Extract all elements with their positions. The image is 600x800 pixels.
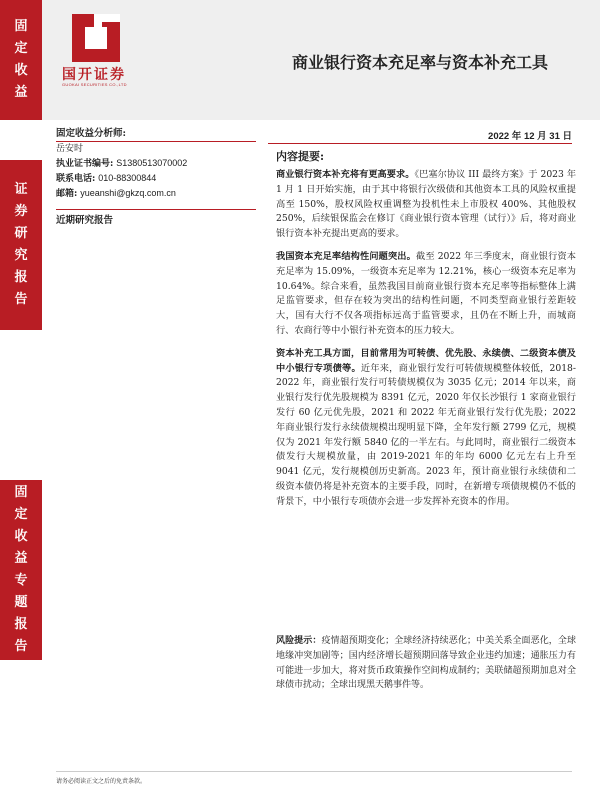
sidebar-char: 收: [14, 63, 28, 78]
paragraph: [276, 168, 576, 242]
sidebar-char: 益: [14, 551, 28, 566]
phone-label: 联系电话:: [56, 174, 96, 184]
paragraph-text: 截至 2022 年三季度末，商业银行资本充足率为 15.09%，一级资本充足率为 12.21%，核心一级资本充足率为 10.64%。综合来看，虽然我国目前商业银行资本充足率等指标整体上满足监管要求，但存在较为突出的结构性问题，不同类型商业银行差距较大，国有大行不仅各项指标远高于监管要求，且仍在不断上升，而城商行、农商行等中小银行补充资本的压力较大。: [276, 250, 576, 336]
sidebar-char: 题: [14, 595, 28, 610]
sidebar-char: 告: [14, 292, 28, 307]
company-logo-icon: [72, 14, 120, 62]
summary-body: [276, 168, 576, 518]
sidebar-char: 研: [14, 226, 28, 241]
sidebar-char: 固: [14, 485, 28, 500]
sidebar-char: 专: [14, 573, 28, 588]
brand-name-english: GUOKAI SECURITIES CO.,LTD: [62, 82, 127, 87]
sidebar-research-report-block: [0, 160, 42, 330]
footer-divider: [56, 771, 572, 772]
report-header: [42, 0, 600, 120]
left-sidebar: [0, 0, 42, 800]
summary-heading: 内容提要:: [276, 150, 325, 163]
brand-name: 国开证券: [62, 67, 126, 83]
paragraph-lead: 商业银行资本补充将有更高要求。: [276, 169, 415, 180]
cert-label: 执业证书编号:: [56, 159, 114, 169]
analyst-cert: [56, 156, 256, 171]
sidebar-char: 定: [14, 507, 28, 522]
sidebar-char: 究: [14, 248, 28, 263]
sidebar-char: 定: [14, 41, 28, 56]
phone-value: 010-88300844: [98, 173, 157, 183]
paragraph-text: 《巴塞尔协议 III 最终方案》于 2023 年 1 月 1 日开始实施，由于其中将银行次级债和其他资本工具的风险权重提高至 150%，股权风险权重调整为投机性未上市股权 400%、其他股权 250%，后续银保监会在修订《商业银行资本管理（试行）》后，将对商业银行资本补充提出更高的要求。: [276, 169, 577, 240]
paragraph-lead: 资本补充工具方面，目前常用为可转债、优先股、永续债、二级资本债及中小银行专项债等。: [276, 347, 576, 374]
sidebar-char: 券: [14, 204, 28, 219]
analyst-info: [56, 125, 256, 226]
sidebar-char: 告: [14, 639, 28, 654]
report-date: 2022 年 12 月 31 日: [488, 131, 572, 142]
divider: [268, 143, 572, 144]
cert-value: S1380513070002: [116, 158, 188, 168]
paragraph: [276, 347, 576, 510]
sidebar-char: 固: [14, 19, 28, 34]
analyst-name: 岳安时: [56, 144, 84, 154]
sidebar-char: 报: [14, 617, 28, 632]
sidebar-char: 报: [14, 270, 28, 285]
paragraph-text: 近年来，商业银行发行可转债规模整体较低，2018-2022 年，商业银行发行可转债规模仅为 3035 亿元；2014 年以来，商业银行发行优先股规模为 8391 亿元，2020 年仅长沙银行 1 家商业银行发行 60 亿元优先股，2021 和 2022 年无商业银行发行优先股；2022 年商业银行发行永续债规模出现明显下降，全年发行额 2799 亿元，规模仅为 2021 年发行额 5840 亿的一半左右。与此同时，商业银行二级资本债发行大规模放量，由 2019-2021 年的年均 6000 亿元左右上升至 9041 亿元，发行规模创历史新高。2023 年，预计商业银行永续债和二级资本债仍将是补充资本的主要手段，同时，在新增专项债规模仍不低的背景下，中小银行专项债亦会进一步发挥补充资本的作用。: [276, 362, 576, 507]
sidebar-fixed-income-block: [0, 0, 42, 120]
risk-label: 风险提示：: [276, 636, 322, 646]
sidebar-char: 证: [14, 182, 28, 197]
paragraph: [276, 250, 576, 339]
sidebar-char: 收: [14, 529, 28, 544]
analyst-heading: 固定收益分析师:: [56, 125, 256, 142]
report-title: 商业银行资本充足率与资本补充工具: [292, 53, 549, 72]
disclaimer-footer: 请务必阅读正文之后的免责条款。: [56, 778, 147, 785]
analyst-email: [56, 186, 256, 201]
risk-text: 疫情超预期变化；全球经济持续恶化；中美关系全面恶化，全球地缘冲突加剧等；国内经济增长超预期回落导致企业违约加速；通胀压力有可能进一步加大，将对货币政策操作空间构成制约；美联储超预期加息对全球债市扰动；全球出现黑天鹅事件等。: [276, 636, 576, 691]
analyst-phone: [56, 171, 256, 186]
sidebar-char: 益: [14, 85, 28, 100]
email-value[interactable]: yueanshi@gkzq.com.cn: [80, 188, 176, 198]
risk-warning: [276, 634, 576, 693]
email-label: 邮箱:: [56, 189, 78, 199]
recent-reports-heading: 近期研究报告: [56, 209, 256, 226]
sidebar-special-report-block: [0, 480, 42, 660]
paragraph-lead: 我国资本充足率结构性问题突出。: [276, 250, 416, 262]
